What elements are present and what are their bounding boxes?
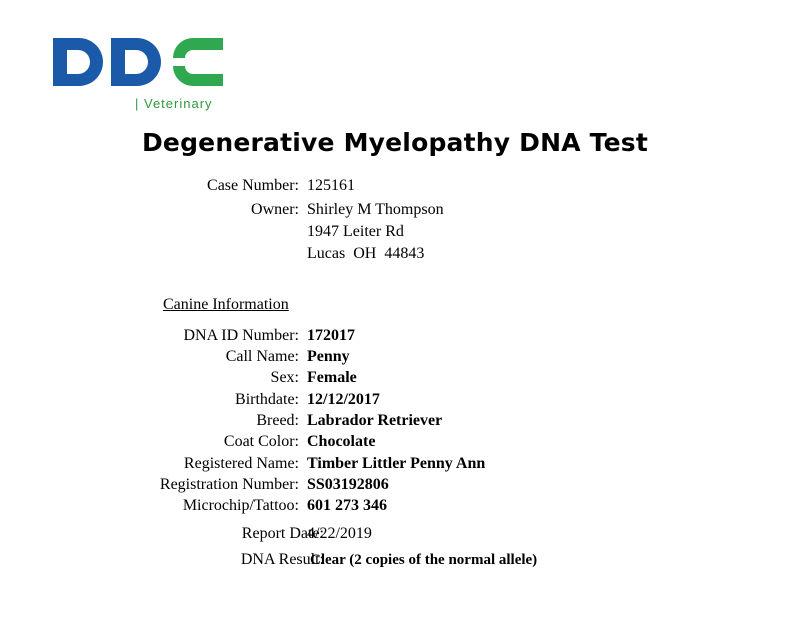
field-label: Birthdate: — [235, 391, 299, 408]
report-date-value: 4/22/2019 — [307, 525, 372, 542]
field-label: Microchip/Tattoo: — [182, 497, 299, 514]
owner-address-line2: Lucas OH 44843 — [307, 245, 425, 262]
ddc-logo-icon — [53, 36, 225, 92]
logo-subtitle: | Veterinary — [135, 96, 213, 111]
ddc-logo — [53, 36, 225, 114]
field-label: Coat Color: — [223, 433, 299, 450]
field-value: 172017 — [307, 327, 355, 344]
canine-information-heading: Canine Information — [163, 296, 289, 313]
field-label: Registration Number: — [159, 476, 299, 493]
owner-address-line1: 1947 Leiter Rd — [307, 223, 404, 240]
field-value: Penny — [307, 348, 350, 365]
case-number-label: Case Number: — [207, 177, 299, 194]
dna-result-label: DNA Result: — [240, 551, 324, 568]
field-label: Sex: — [270, 369, 299, 386]
field-label: Call Name: — [225, 348, 299, 365]
field-value: 601 273 346 — [307, 497, 387, 514]
field-value: Labrador Retriever — [307, 412, 443, 429]
dna-result-value: Clear (2 copies of the normal allele) — [310, 552, 538, 568]
case-number-value: 125161 — [307, 177, 355, 194]
field-label: Breed: — [256, 412, 299, 429]
field-value: Female — [307, 369, 357, 386]
field-label: Registered Name: — [183, 455, 299, 472]
field-value: 12/12/2017 — [307, 391, 380, 408]
field-value: Timber Littler Penny Ann — [307, 455, 486, 472]
field-value: Chocolate — [307, 433, 376, 450]
owner-name: Shirley M Thompson — [307, 201, 444, 218]
page-title: Degenerative Myelopathy DNA Test — [141, 128, 649, 157]
field-value: SS03192806 — [307, 476, 389, 493]
report-date-label: Report Date: — [241, 525, 324, 542]
field-label: DNA ID Number: — [183, 327, 299, 344]
owner-label: Owner: — [251, 201, 299, 218]
